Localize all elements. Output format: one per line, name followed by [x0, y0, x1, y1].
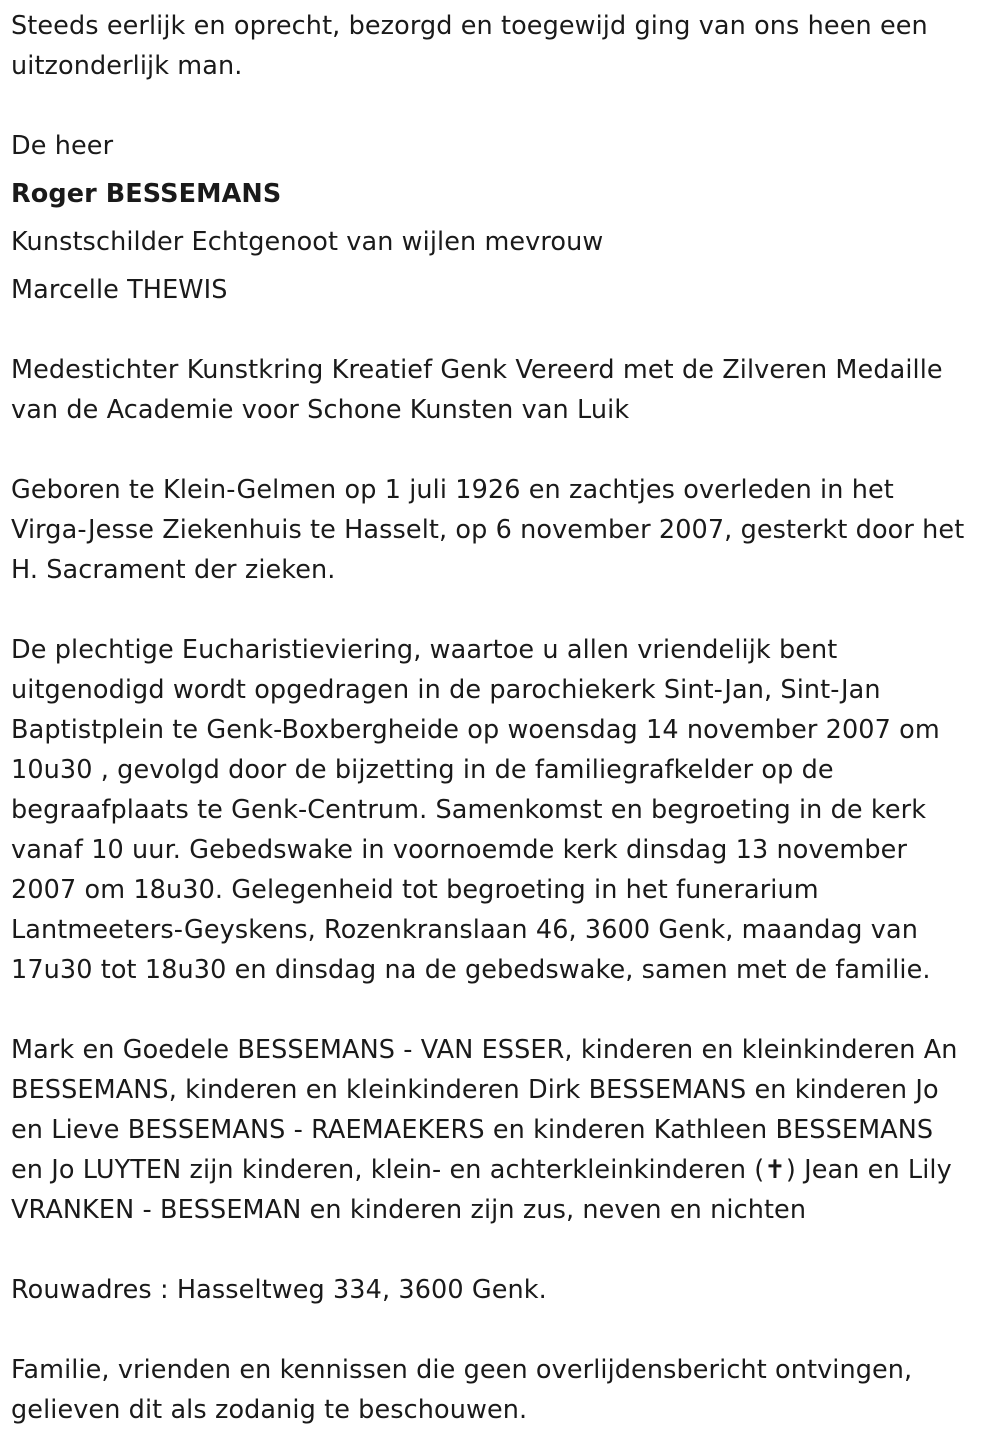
funeral-address: Rouwadres : Hasseltweg 334, 3600 Genk. [11, 1275, 547, 1305]
salutation: De heer [11, 131, 114, 161]
honors-line: Medestichter Kunstkring Kreatief Genk Vereerd met de Zilveren Medaille [11, 355, 943, 385]
ceremony-line: Baptistplein te Genk-Boxbergheide op woensdag 14 november 2007 om [11, 715, 940, 745]
ceremony-line: 2007 om 18u30. Gelegenheid tot begroeting in het funerarium [11, 875, 819, 905]
honors-paragraph [11, 350, 991, 430]
closing-line: Familie, vrienden en kennissen die geen overlijdensbericht ontvingen, [11, 1355, 913, 1385]
title-line-2: Marcelle THEWIS [11, 275, 228, 305]
family-line: en Jo LUYTEN zijn kinderen, klein- en achterkleinkinderen (✝) Jean en Lily [11, 1155, 952, 1185]
ceremony-line: De plechtige Eucharistieviering, waartoe u allen vriendelijk bent [11, 635, 838, 665]
ceremony-line: Lantmeeters-Geyskens, Rozenkranslaan 46, 3600 Genk, maandag van [11, 915, 918, 945]
obituary-notice [11, 6, 991, 1430]
birth-death-line: Virga-Jesse Ziekenhuis te Hasselt, op 6 november 2007, gesterkt door het [11, 515, 965, 545]
closing-line: gelieven dit als zodanig te beschouwen. [11, 1395, 528, 1425]
intro-paragraph [11, 6, 991, 86]
family-line: VRANKEN - BESSEMAN en kinderen zijn zus, neven en nichten [11, 1195, 807, 1225]
intro-line: uitzonderlijk man. [11, 51, 243, 81]
ceremony-line: uitgenodigd wordt opgedragen in de parochiekerk Sint-Jan, Sint-Jan [11, 675, 881, 705]
ceremony-line: vanaf 10 uur. Gebedswake in voornoemde kerk dinsdag 13 november [11, 835, 908, 865]
deceased-name: Roger BESSEMANS [11, 179, 282, 209]
birth-death-paragraph [11, 470, 991, 590]
ceremony-line: 17u30 tot 18u30 en dinsdag na de gebedswake, samen met de familie. [11, 955, 931, 985]
closing-paragraph [11, 1350, 991, 1430]
birth-death-line: H. Sacrament der zieken. [11, 555, 336, 585]
ceremony-paragraph [11, 630, 991, 990]
intro-line: Steeds eerlijk en oprecht, bezorgd en toegewijd ging van ons heen een [11, 11, 928, 41]
family-line: Mark en Goedele BESSEMANS - VAN ESSER, kinderen en kleinkinderen An [11, 1035, 958, 1065]
ceremony-line: 10u30 , gevolgd door de bijzetting in de familiegrafkelder op de [11, 755, 834, 785]
family-line: en Lieve BESSEMANS - RAEMAEKERS en kinderen Kathleen BESSEMANS [11, 1115, 934, 1145]
birth-death-line: Geboren te Klein-Gelmen op 1 juli 1926 en zachtjes overleden in het [11, 475, 894, 505]
ceremony-line: begraafplaats te Genk-Centrum. Samenkomst en begroeting in de kerk [11, 795, 927, 825]
title-line-1: Kunstschilder Echtgenoot van wijlen mevrouw [11, 227, 604, 257]
family-line: BESSEMANS, kinderen en kleinkinderen Dirk BESSEMANS en kinderen Jo [11, 1075, 939, 1105]
honors-line: van de Academie voor Schone Kunsten van Luik [11, 395, 630, 425]
family-paragraph [11, 1030, 991, 1230]
